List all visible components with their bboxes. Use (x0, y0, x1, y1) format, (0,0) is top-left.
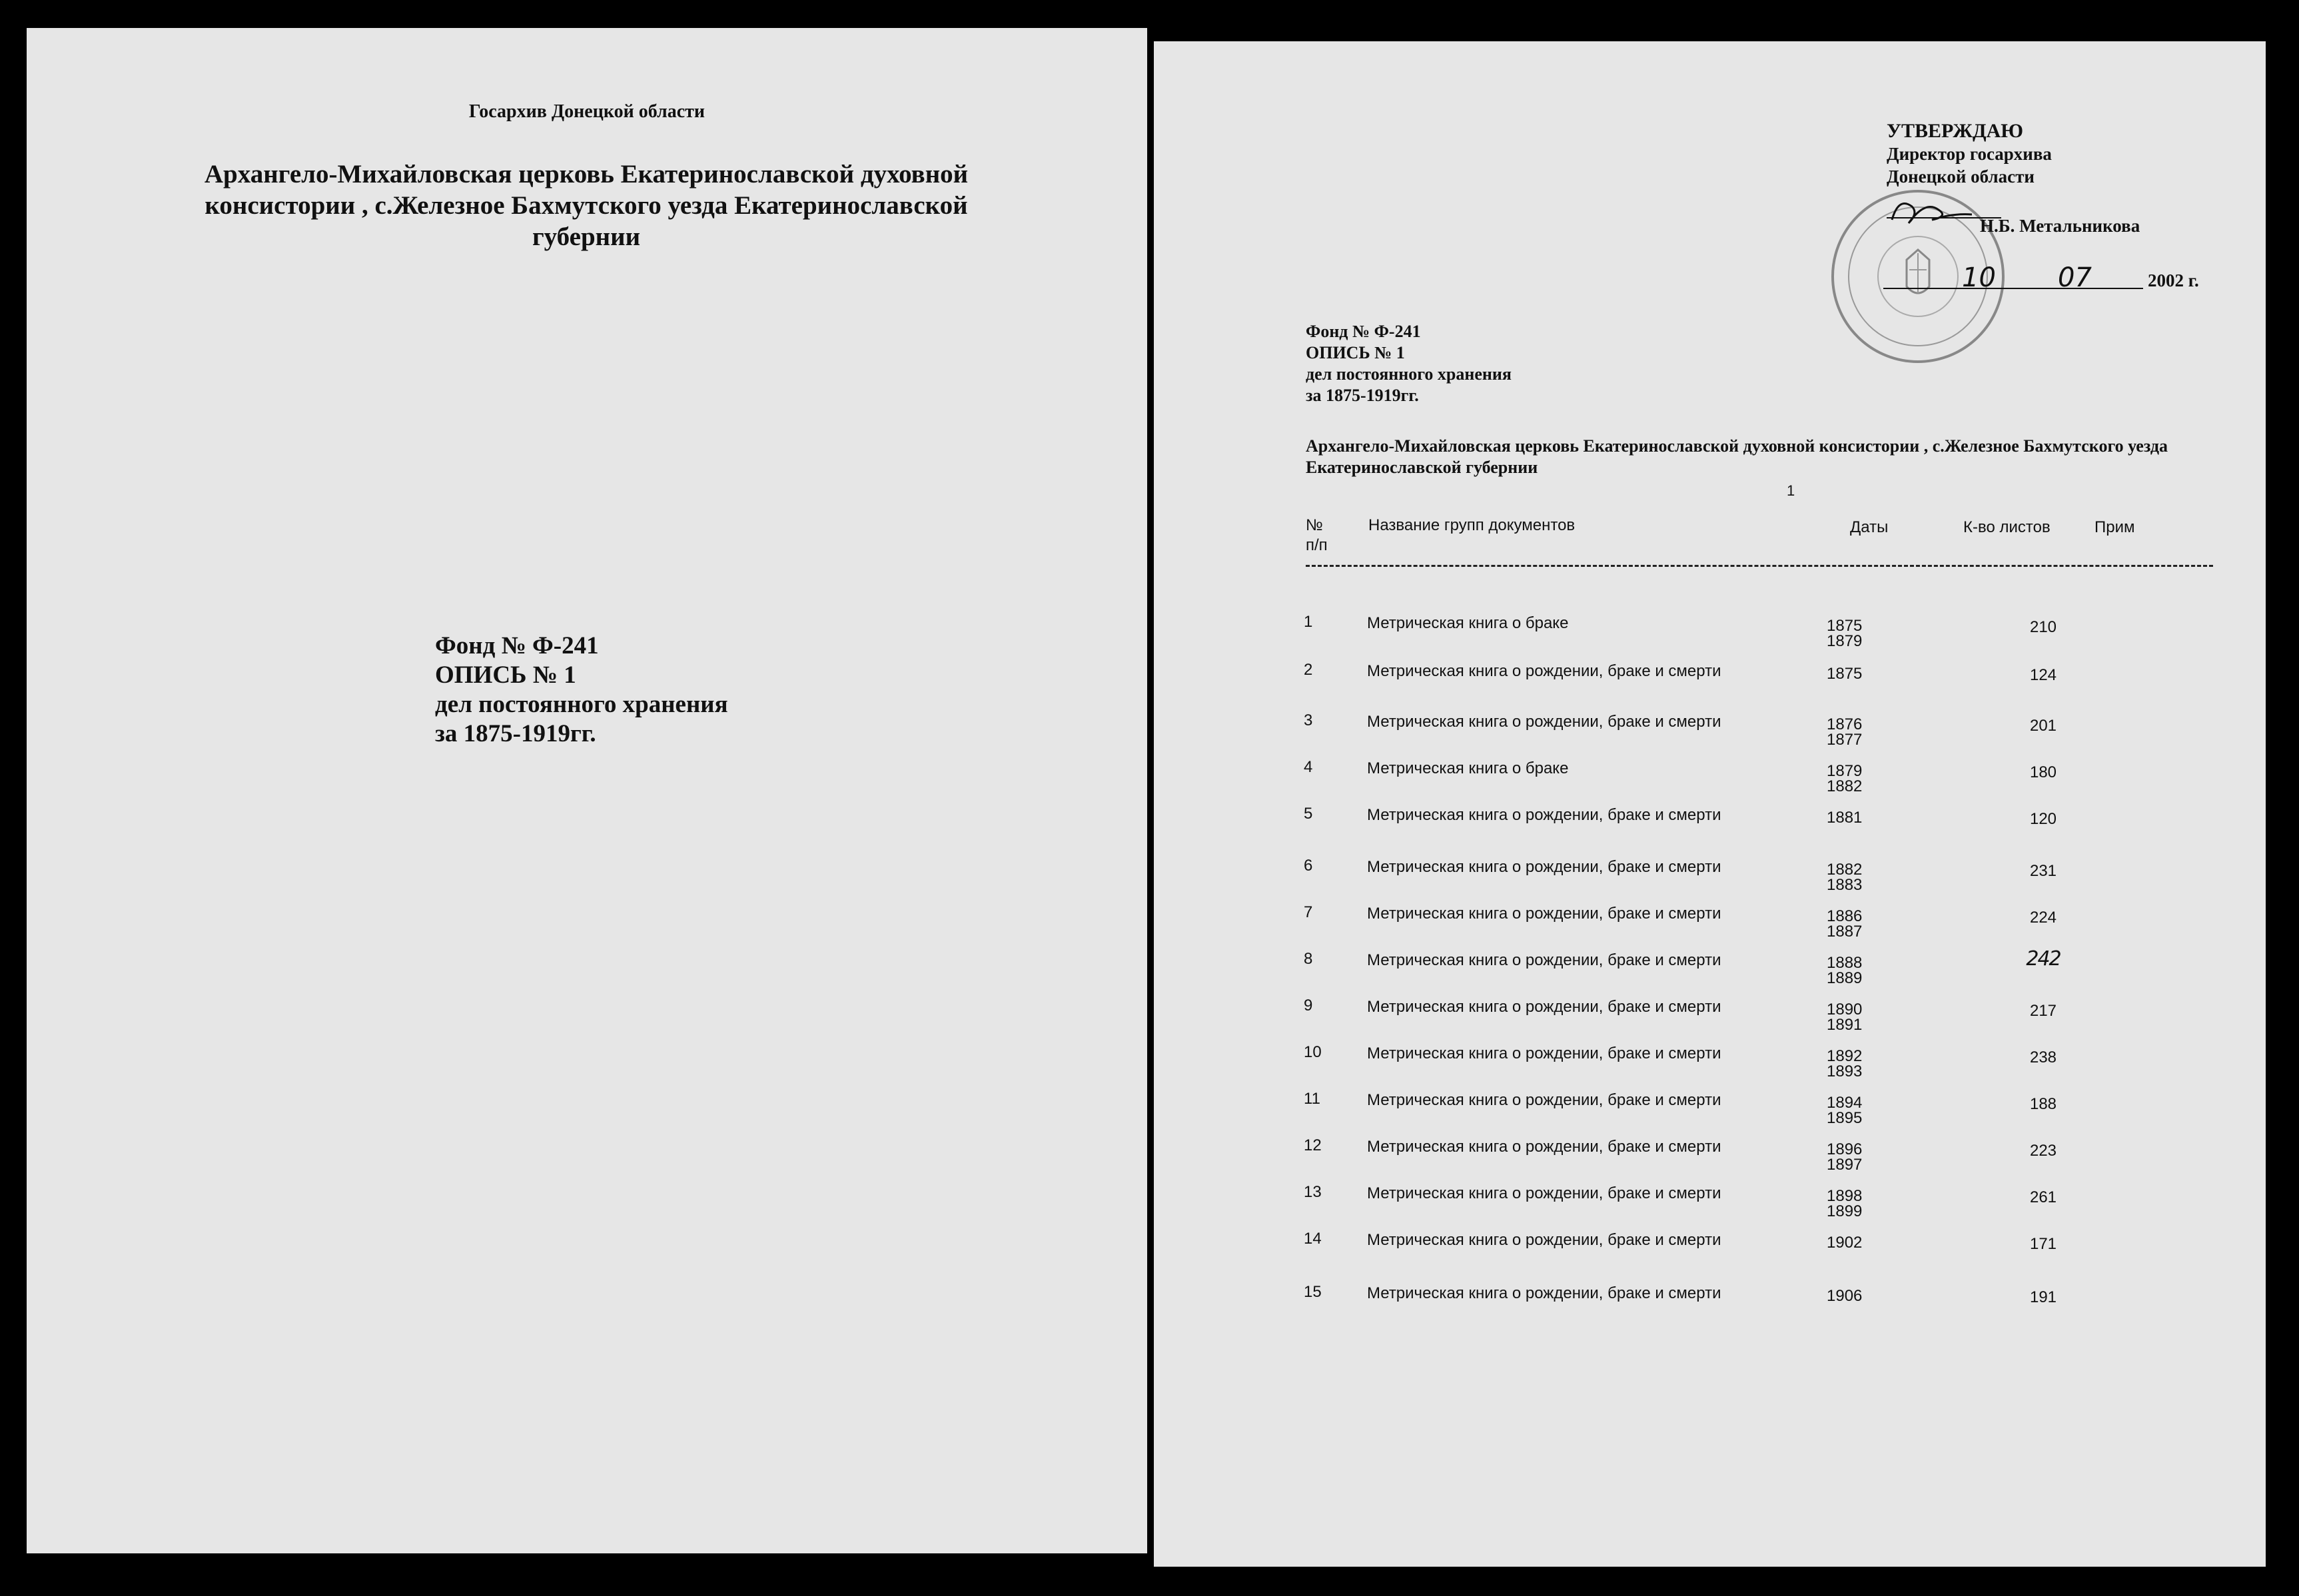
storage-text: дел постоянного хранения (1306, 364, 1512, 384)
page-number: 1 (1787, 482, 1795, 499)
row-number: 7 (1304, 903, 1313, 921)
row-date-end: 1883 (1827, 876, 1863, 894)
table-row (1154, 1230, 2266, 1270)
row-number: 14 (1304, 1230, 1322, 1248)
table-row (1154, 997, 2266, 1036)
column-header-number: № п/п (1306, 516, 1328, 554)
row-sheet-count: 242 (2026, 947, 2061, 971)
row-date-end: 1893 (1827, 1062, 1863, 1080)
opis-number: ОПИСЬ № 1 (1306, 343, 1405, 362)
left-page (27, 28, 1147, 1553)
row-date-end: 1889 (1827, 969, 1863, 987)
approval-position-1: Директор госархива (1887, 144, 2052, 164)
row-date-end: 1887 (1827, 923, 1863, 941)
row-sheet-count: 171 (2029, 1235, 2057, 1253)
table-row (1154, 857, 2266, 897)
row-title: Метрическая книга о рождении, браке и смерти (1367, 1044, 1721, 1062)
row-date-start: 1906 (1827, 1287, 1863, 1305)
row-number: 4 (1304, 758, 1313, 776)
row-number: 15 (1304, 1283, 1322, 1301)
signature-icon (1885, 193, 1979, 233)
row-sheet-count: 223 (2029, 1142, 2057, 1160)
row-date-end: 1891 (1827, 1016, 1863, 1034)
column-header-sheets: К-во листов (1963, 518, 2051, 536)
row-date-end: 1899 (1827, 1202, 1863, 1220)
opis-number: ОПИСЬ № 1 (435, 661, 576, 689)
row-sheet-count: 231 (2029, 862, 2057, 880)
approval-date (1883, 262, 2216, 294)
row-sheet-count: 188 (2029, 1095, 2057, 1113)
date-month: 07 (2058, 262, 2092, 293)
table-row (1154, 613, 2266, 653)
row-number: 2 (1304, 661, 1313, 679)
church-title: Архангело-Михайловская церковь Екатеринославской духовной консистории , с.Железное Бахмутского уезда Екатеринославской губернии (204, 160, 969, 251)
row-sheet-count: 124 (2029, 666, 2057, 684)
approval-block (1887, 120, 2052, 188)
row-sheet-count: 217 (2029, 1002, 2057, 1020)
row-date-start: 1876 (1827, 715, 1863, 733)
archive-title: Госархив Донецкой области (468, 101, 705, 122)
row-number: 6 (1304, 857, 1313, 875)
column-header-name: Название групп документов (1368, 516, 1576, 534)
row-title: Метрическая книга о рождении, браке и смерти (1367, 1284, 1721, 1302)
row-date-start: 1902 (1827, 1234, 1863, 1252)
row-date-start: 1886 (1827, 907, 1863, 925)
date-line (1883, 288, 2143, 289)
row-title: Метрическая книга о рождении, браке и смерти (1367, 1138, 1721, 1156)
row-number: 1 (1304, 613, 1313, 631)
table-row (1154, 1136, 2266, 1176)
date-year: 2002 г. (2148, 270, 2199, 290)
row-date-start: 1879 (1827, 762, 1863, 780)
row-sheet-count: 191 (2029, 1288, 2057, 1306)
row-number: 8 (1304, 950, 1313, 968)
row-sheet-count: 261 (2029, 1188, 2057, 1206)
row-title: Метрическая книга о рождении, браке и смерти (1367, 1091, 1721, 1109)
date-day: 10 (1962, 262, 1996, 293)
church-title: Архангело-Михайловская церковь Екатеринославской духовной консистории , с.Железное Бахмутского уезда Екатеринославской губернии (1306, 436, 2168, 477)
fond-block (435, 631, 728, 749)
right-page (1154, 41, 2266, 1567)
table-row (1154, 758, 2266, 798)
row-number: 11 (1304, 1090, 1320, 1108)
table-row (1154, 903, 2266, 943)
row-title: Метрическая книга о рождении, браке и смерти (1367, 998, 1721, 1016)
row-date-start: 1881 (1827, 809, 1863, 827)
fond-number: Фонд № Ф-241 (435, 632, 599, 659)
column-header-dates: Даты (1850, 518, 1889, 536)
row-date-end: 1882 (1827, 777, 1863, 795)
row-number: 10 (1304, 1043, 1322, 1061)
inventory-header (1306, 321, 1512, 406)
period-text: за 1875-1919гг. (435, 720, 596, 747)
row-date-start: 1896 (1827, 1140, 1863, 1158)
row-number: 5 (1304, 805, 1313, 823)
row-number: 3 (1304, 711, 1313, 729)
row-date-end: 1895 (1827, 1109, 1863, 1127)
row-title: Метрическая книга о рождении, браке и смерти (1367, 806, 1721, 824)
storage-text: дел постоянного хранения (435, 691, 728, 718)
table-row (1154, 1283, 2266, 1323)
table-row (1154, 1043, 2266, 1083)
row-date-start: 1875 (1827, 665, 1863, 683)
table-row (1154, 1090, 2266, 1130)
row-date-start: 1894 (1827, 1094, 1863, 1112)
row-title: Метрическая книга о рождении, браке и смерти (1367, 713, 1721, 731)
period-text: за 1875-1919гг. (1306, 386, 1419, 405)
row-date-start: 1892 (1827, 1047, 1863, 1065)
row-date-end: 1879 (1827, 632, 1863, 650)
row-date-start: 1875 (1827, 617, 1863, 635)
table-row (1154, 805, 2266, 845)
column-header-note: Прим (2094, 518, 2135, 536)
row-title: Метрическая книга о рождении, браке и смерти (1367, 1184, 1721, 1202)
row-date-end: 1897 (1827, 1156, 1863, 1174)
row-sheet-count: 238 (2029, 1048, 2057, 1066)
row-date-start: 1898 (1827, 1187, 1863, 1205)
table-row (1154, 661, 2266, 701)
approval-heading: УТВЕРЖДАЮ (1887, 120, 2024, 142)
row-title: Метрическая книга о рождении, браке и смерти (1367, 905, 1721, 923)
row-title: Метрическая книга о рождении, браке и смерти (1367, 858, 1721, 876)
row-title: Метрическая книга о рождении, браке и смерти (1367, 951, 1721, 969)
table-row (1154, 1183, 2266, 1223)
row-date-start: 1882 (1827, 861, 1863, 879)
row-title: Метрическая книга о рождении, браке и смерти (1367, 1231, 1721, 1249)
row-sheet-count: 210 (2029, 618, 2057, 636)
table-row (1154, 947, 2266, 990)
row-number: 12 (1304, 1136, 1322, 1154)
row-date-start: 1888 (1827, 954, 1863, 972)
row-sheet-count: 224 (2029, 909, 2057, 927)
fond-number: Фонд № Ф-241 (1306, 322, 1421, 341)
row-title: Метрическая книга о браке (1367, 614, 1569, 632)
row-title: Метрическая книга о браке (1367, 759, 1569, 777)
row-number: 9 (1304, 997, 1313, 1014)
approval-position-2: Донецкой области (1887, 167, 2035, 187)
header-divider (1306, 565, 2213, 567)
row-date-start: 1890 (1827, 1000, 1863, 1018)
signer-name: Н.Б. Метальникова (1980, 216, 2140, 236)
row-number: 13 (1304, 1183, 1322, 1201)
row-date-end: 1877 (1827, 731, 1863, 749)
row-sheet-count: 120 (2029, 810, 2057, 828)
row-title: Метрическая книга о рождении, браке и смерти (1367, 662, 1721, 680)
row-sheet-count: 201 (2029, 717, 2057, 735)
row-sheet-count: 180 (2029, 763, 2057, 781)
table-row (1154, 711, 2266, 751)
